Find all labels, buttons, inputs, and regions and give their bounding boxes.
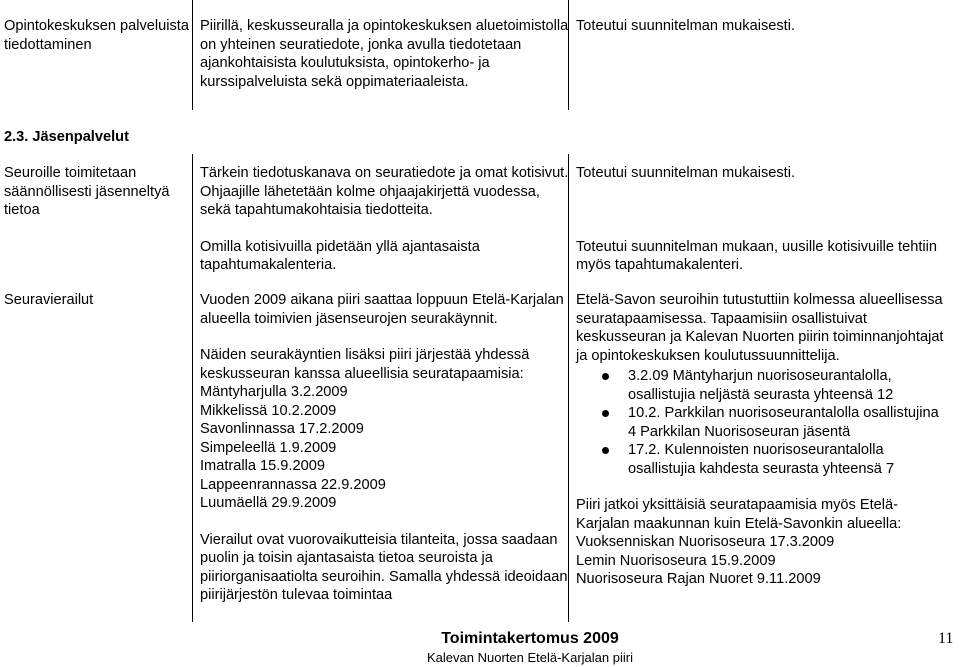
row-description-paragraph: Näiden seurakäyntien lisäksi piiri järjestää yhdessä keskusseuran kanssa alueellisia seuratapaamisia:	[200, 346, 570, 383]
row-result	[576, 291, 948, 589]
row-result-paragraph: Piiri jatkoi yksittäisiä seuratapaamisia myös Etelä-Karjalan maakunnan kuin Etelä-Savonkin alueella:	[576, 496, 948, 533]
page-footer	[330, 630, 730, 667]
visit-item: Savonlinnassa 17.2.2009	[200, 420, 570, 439]
row-description	[200, 17, 570, 91]
visit-item: Simpeleellä 1.9.2009	[200, 439, 570, 458]
bullet-icon	[602, 373, 609, 380]
row-result-paragraph: Toteutui suunnitelman mukaan, uusille kotisivuille tehtiin myös tapahtumakalenteri.	[576, 238, 948, 275]
row-description-text: Piirillä, keskusseuralla ja opintokeskuksen aluetoimistolla on yhteinen seuratiedote, jonka avulla tiedotetaan ajankohtaisista koulutuksista, opintokerho- ja kurssipalveluista sekä oppimateriaaleista.	[200, 17, 570, 91]
row-label-text: Opintokeskuksen palveluista tiedottaminen	[4, 17, 189, 54]
row-label	[4, 291, 189, 310]
meeting-bullet-item	[576, 404, 948, 441]
row-description-paragraph: Vuoden 2009 aikana piiri saattaa loppuun Etelä-Karjalan alueella toimivien jäsenseurojen seurakäynnit.	[200, 291, 570, 328]
row-result-text: Toteutui suunnitelman mukaisesti.	[576, 17, 948, 36]
meeting-item: Lemin Nuorisoseura 15.9.2009	[576, 552, 948, 571]
visit-item: Imatralla 15.9.2009	[200, 457, 570, 476]
row-label	[4, 17, 189, 54]
bullet-icon	[602, 410, 609, 417]
page-number: 11	[938, 630, 953, 649]
visit-item: Luumäellä 29.9.2009	[200, 494, 570, 513]
row-description	[200, 164, 570, 275]
row-description-paragraph: Vierailut ovat vuorovaikutteisia tilanteita, jossa saadaan puolin ja toisin ajantasaista tietoa seuroista ja piiriorganisaatiolta seuroihin. Samalla yhdessä ideoidaan piirijärjestön tulevaa toimintaa	[200, 531, 570, 605]
row-result-paragraph: Toteutui suunnitelman mukaisesti.	[576, 164, 948, 183]
visit-item: Lappeenrannassa 22.9.2009	[200, 476, 570, 495]
meeting-item: Nuorisoseura Rajan Nuoret 9.11.2009	[576, 570, 948, 589]
bullet-icon	[602, 447, 609, 454]
meeting-list	[576, 533, 948, 589]
section-heading: 2.3. Jäsenpalvelut	[4, 128, 129, 147]
meeting-item: Vuoksenniskan Nuorisoseura 17.3.2009	[576, 533, 948, 552]
visit-item: Mikkelissä 10.2.2009	[200, 402, 570, 421]
row-label	[4, 164, 189, 220]
table-divider-left	[192, 154, 193, 622]
table-divider-left	[192, 0, 193, 110]
row-result	[576, 164, 948, 275]
footer-title: Toimintakertomus 2009	[330, 630, 730, 649]
meeting-bullet-item	[576, 367, 948, 404]
visit-list	[200, 383, 570, 513]
row-description	[200, 291, 570, 605]
meeting-bullet-list	[576, 367, 948, 478]
meeting-bullet-text: 17.2. Kulennoisten nuorisoseurantalolla osallistujia kahdesta seurasta yhteensä 7	[628, 442, 894, 477]
meeting-bullet-item	[576, 441, 948, 478]
visit-item: Mäntyharjulla 3.2.2009	[200, 383, 570, 402]
meeting-bullet-text: 10.2. Parkkilan nuorisoseurantalolla osallistujina 4 Parkkilan Nuorisoseuran jäsentä	[628, 405, 939, 440]
meeting-bullet-text: 3.2.09 Mäntyharjun nuorisoseurantalolla, osallistujia neljästä seurasta yhteensä 12	[628, 368, 893, 403]
row-result-paragraph: Etelä-Savon seuroihin tutustuttiin kolmessa alueellisessa seuratapaamisessa. Tapaamisiin osallistuivat keskusseuran ja Kalevan Nuorten piirin toiminnanjohtajat ja opintokeskuksen koulutussuunnittelija.	[576, 291, 948, 365]
row-result	[576, 17, 948, 36]
row-label-text: Seuroille toimitetaan säännöllisesti jäsenneltyä tietoa	[4, 164, 189, 220]
row-description-paragraph: Tärkein tiedotuskanava on seuratiedote ja omat kotisivut. Ohjaajille lähetetään kolme ohjaajakirjettä vuodessa, sekä tapahtumakohtaisia tiedotteita.	[200, 164, 570, 220]
row-label-text: Seuravierailut	[4, 291, 189, 310]
footer-subtitle: Kalevan Nuorten Etelä-Karjalan piiri	[330, 649, 730, 667]
row-description-paragraph: Omilla kotisivuilla pidetään yllä ajantasaista tapahtumakalenteria.	[200, 238, 570, 275]
